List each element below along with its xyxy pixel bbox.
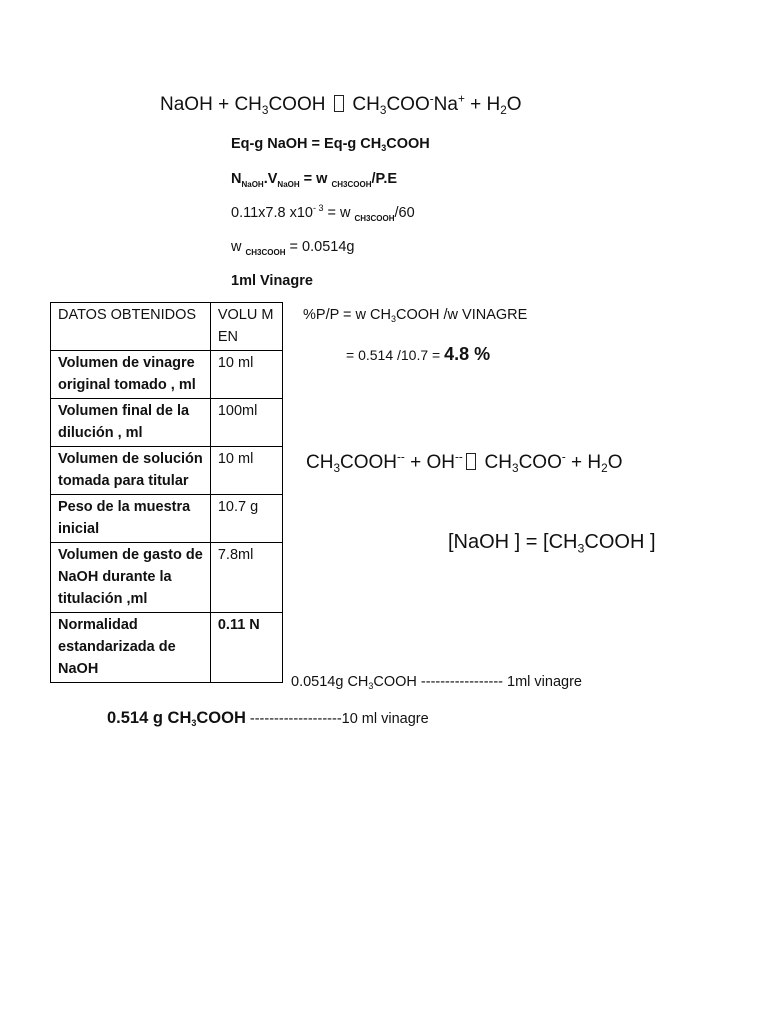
line-10ml-vinagre: 0.514 g $CH_3COOH$ -------------------10 ml vinagre [107,709,429,729]
percent-value: = 0.514 /10.7 = 4.8 % [346,344,491,364]
table-row: Volumen de vinagre original tomado , ml 10 ml [51,351,283,399]
table-header-row [51,303,283,351]
data-table [50,302,283,683]
arrow-placeholder-icon [334,95,344,112]
table-row: Volumen de solución tomada para titular 10 ml [51,447,283,495]
header-datos: DATOS OBTENIDOS [51,303,211,351]
table-row: Volumen final de la dilución , ml 100ml [51,399,283,447]
equality-equation: [NaOH ] = [$CH_3COOH$ ] [448,531,656,556]
table-row: Peso de la muestra inicial 10.7 g [51,495,283,543]
ml-vinagre-label: 1ml Vinagre [231,273,313,289]
calculation-equation: 0.11x7.8 $x10^{- 3} = w$ $_{CH3COOH}$/60 [231,203,415,223]
eq-g-equation: Eq-g NaOH = Eq-g $CH_3COOH$ [231,136,430,154]
reaction-equation-1: NaOH + $CH_3COOH$ $CH_3COO^-Na^+ + H_2O$ [160,92,522,118]
table-row: Volumen de gasto de NaOH durante la titulación ,ml 7.8ml [51,543,283,613]
w-result: w $_{CH3COOH}$ = 0.0514g [231,239,355,257]
table-row: Normalidad estandarizada de NaOH 0.11 N [51,613,283,683]
percent-equation: %P/P = w $CH_3COOH$ /w VINAGRE [303,307,528,325]
reaction-equation-2: $CH_3COOH^{--} + OH^{--}$ $CH_3COO^- + H_2O$ [306,450,623,476]
normal-volume-equation: $N_{NaOH}.V_{NaOH} = w$ $_{CH3COOH}$/P.E [231,171,398,189]
header-volumen: VOLU MEN [210,303,282,351]
line-1ml-vinagre: 0.0514g $CH_3COOH$ ----------------- 1ml vinagre [291,674,582,692]
arrow-placeholder-icon [466,453,476,470]
